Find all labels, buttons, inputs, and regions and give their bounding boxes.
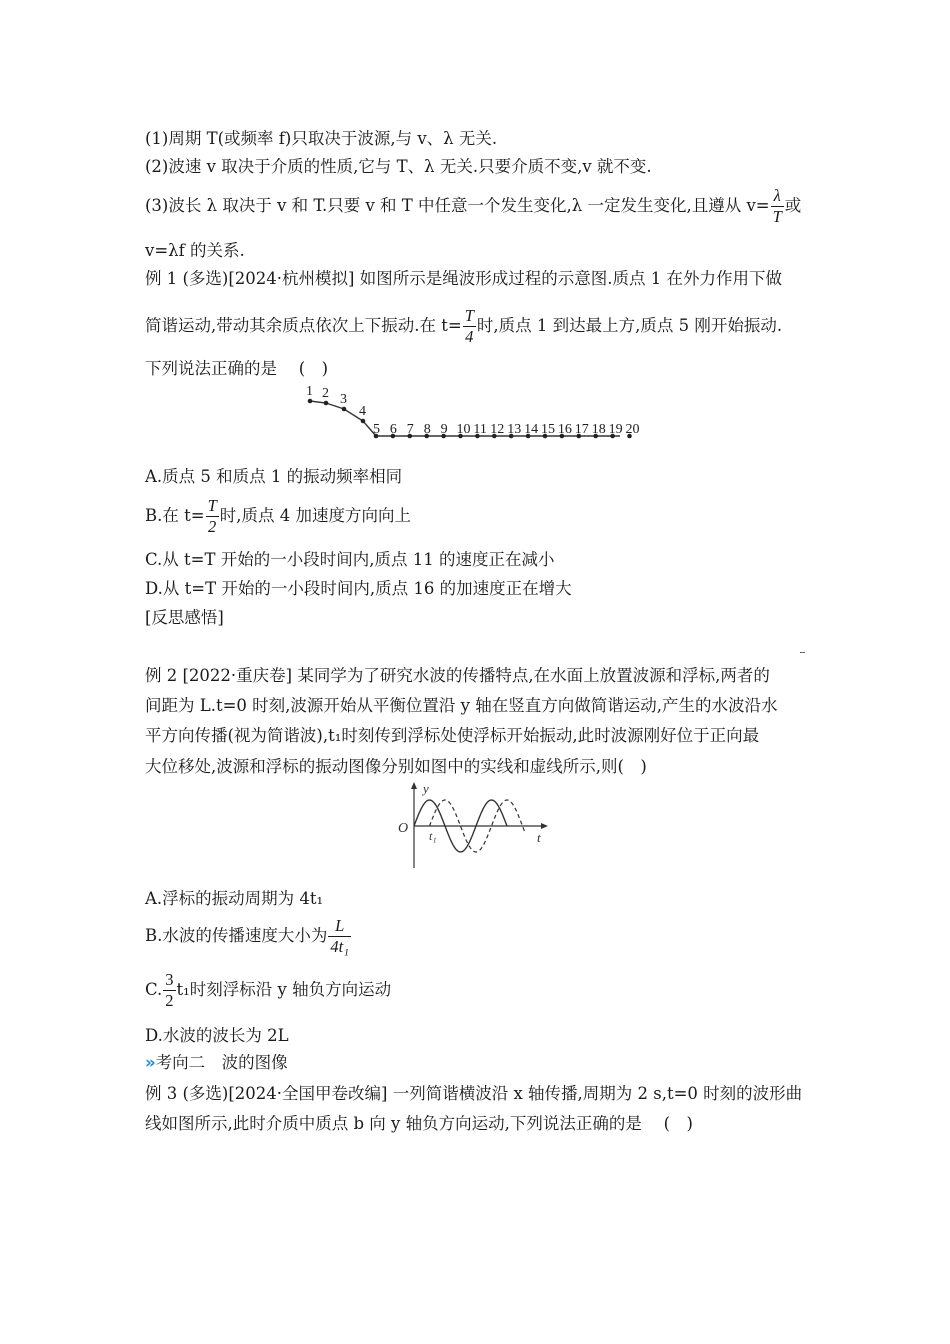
t-axis-label: t xyxy=(537,830,541,845)
section-heading: »考向二 波的图像 xyxy=(145,1053,288,1072)
example1-option-d: D.从 t=T 开始的一小段时间内,质点 16 的加速度正在增大 xyxy=(145,579,572,598)
example1-line2: 简谐运动,带动其余质点依次上下振动.在 t= $\frac{T}{4}$ 时,质点 1 到达最上方,质点 5 刚开始振动. xyxy=(145,306,783,346)
example2-option-a: A.浮标的振动周期为 4t₁ xyxy=(145,889,324,908)
fraction-3-over-2: $\frac{3}{2}$ xyxy=(165,970,174,1010)
example2-line3: 平方向传播(视为简谐波),t₁时刻传到浮标处使浮标开始振动,此时波源刚好位于正向最 xyxy=(145,726,760,745)
example1-option-c: C.从 t=T 开始的一小段时间内,质点 11 的速度正在减小 xyxy=(145,550,555,569)
vibration-graph xyxy=(392,780,562,872)
example1-line1: 例 1 (多选)[2024·杭州模拟] 如图所示是绳波形成过程的示意图.质点 1 在外力作用下做 xyxy=(145,269,782,288)
particle-label: 15 xyxy=(541,422,555,437)
reflection-label: [反思感悟] xyxy=(145,608,224,627)
particle-label: 10 xyxy=(456,422,471,437)
rope-particle xyxy=(342,407,347,412)
example3-line2: 线如图所示,此时介质中质点 b 向 y 轴负方向运动,下列说法正确的是 ( ) xyxy=(145,1114,693,1133)
double-chevron-right-icon: » xyxy=(145,1053,156,1072)
example2-option-d: D.水波的波长为 2L xyxy=(145,1026,289,1045)
particle-label: 13 xyxy=(507,422,522,437)
particle-label: 3 xyxy=(340,392,347,407)
particle-label: 12 xyxy=(490,422,505,437)
example1-option-b: B.在 t= $\frac{T}{2}$ 时,质点 4 加速度方向向上 xyxy=(145,496,411,536)
origin-label: O xyxy=(398,821,409,836)
fraction-lambda-over-T: $\frac{\lambda}{T}$ xyxy=(772,186,782,226)
fraction-T-over-2: $\frac{T}{2}$ xyxy=(207,496,217,536)
particle-label: 2 xyxy=(322,386,329,401)
particle-label: 17 xyxy=(574,422,589,437)
point-2: (2)波速 v 取决于介质的性质,它与 T、λ 无关.只要介质不变,v 就不变. xyxy=(145,157,652,176)
fraction-L-over-4t1: $\frac{L}{\text{4t₁}}$ xyxy=(330,916,349,956)
fraction-T-over-4: $\frac{T}{4}$ xyxy=(464,306,474,346)
example3-line1: 例 3 (多选)[2024·全国甲卷改编] 一列简谐横波沿 x 轴传播,周期为 2 s,t=0 时刻的波形曲 xyxy=(145,1084,803,1103)
t1-label: t₁ xyxy=(429,829,437,843)
point-3: (3)波长 λ 取决于 v 和 T.只要 v 和 T 中任意一个发生变化,λ 一定发生变化,且遵从 v= $\frac{\lambda}{T}$ 或 xyxy=(145,186,802,226)
rope-wave-figure xyxy=(300,380,650,440)
example2-option-b: B.水波的传播速度大小为 $\frac{L}{\text{4t₁}}$ xyxy=(145,916,349,956)
rope-particle xyxy=(361,419,366,424)
particle-label: 6 xyxy=(389,422,397,437)
example2-line1: 例 2 [2022·重庆卷] 某同学为了研究水波的传播特点,在水面上放置波源和浮标,两者的 xyxy=(145,666,770,685)
example2-option-c: C. $\frac{3}{2}$ t₁时刻浮标沿 y 轴负方向运动 xyxy=(145,970,392,1010)
particle-label: 11 xyxy=(473,422,487,437)
rope-particle xyxy=(308,399,313,404)
y-axis-label: y xyxy=(423,781,429,796)
particle-label: 16 xyxy=(557,422,572,437)
particle-label: 14 xyxy=(524,422,539,437)
example2-line2: 间距为 L.t=0 时刻,波源开始从平衡位置沿 y 轴在竖直方向做简谐运动,产生的水波沿水 xyxy=(145,696,778,715)
particle-label: 1 xyxy=(306,384,313,399)
particle-label: 5 xyxy=(373,422,380,437)
particle-label: 4 xyxy=(359,404,366,419)
example2-line4: 大位移处,波源和浮标的振动图像分别如图中的实线和虚线所示,则( ) xyxy=(145,757,647,776)
rope-particle xyxy=(324,401,329,406)
example1-option-a: A.质点 5 和质点 1 的振动频率相同 xyxy=(145,467,403,486)
point-4: v=λf 的关系. xyxy=(145,241,245,260)
point-1: (1)周期 T(或频率 f)只取决于波源,与 v、λ 无关. xyxy=(145,129,498,148)
divider-mark xyxy=(800,652,805,653)
particle-label: 19 xyxy=(608,422,623,437)
particle-label: 18 xyxy=(591,422,606,437)
particle-label: 7 xyxy=(406,422,414,437)
example1-line3: 下列说法正确的是 ( ) xyxy=(145,359,329,378)
particle-label: 9 xyxy=(440,422,448,437)
particle-label: 8 xyxy=(423,422,431,437)
particle-label: 20 xyxy=(625,422,640,437)
